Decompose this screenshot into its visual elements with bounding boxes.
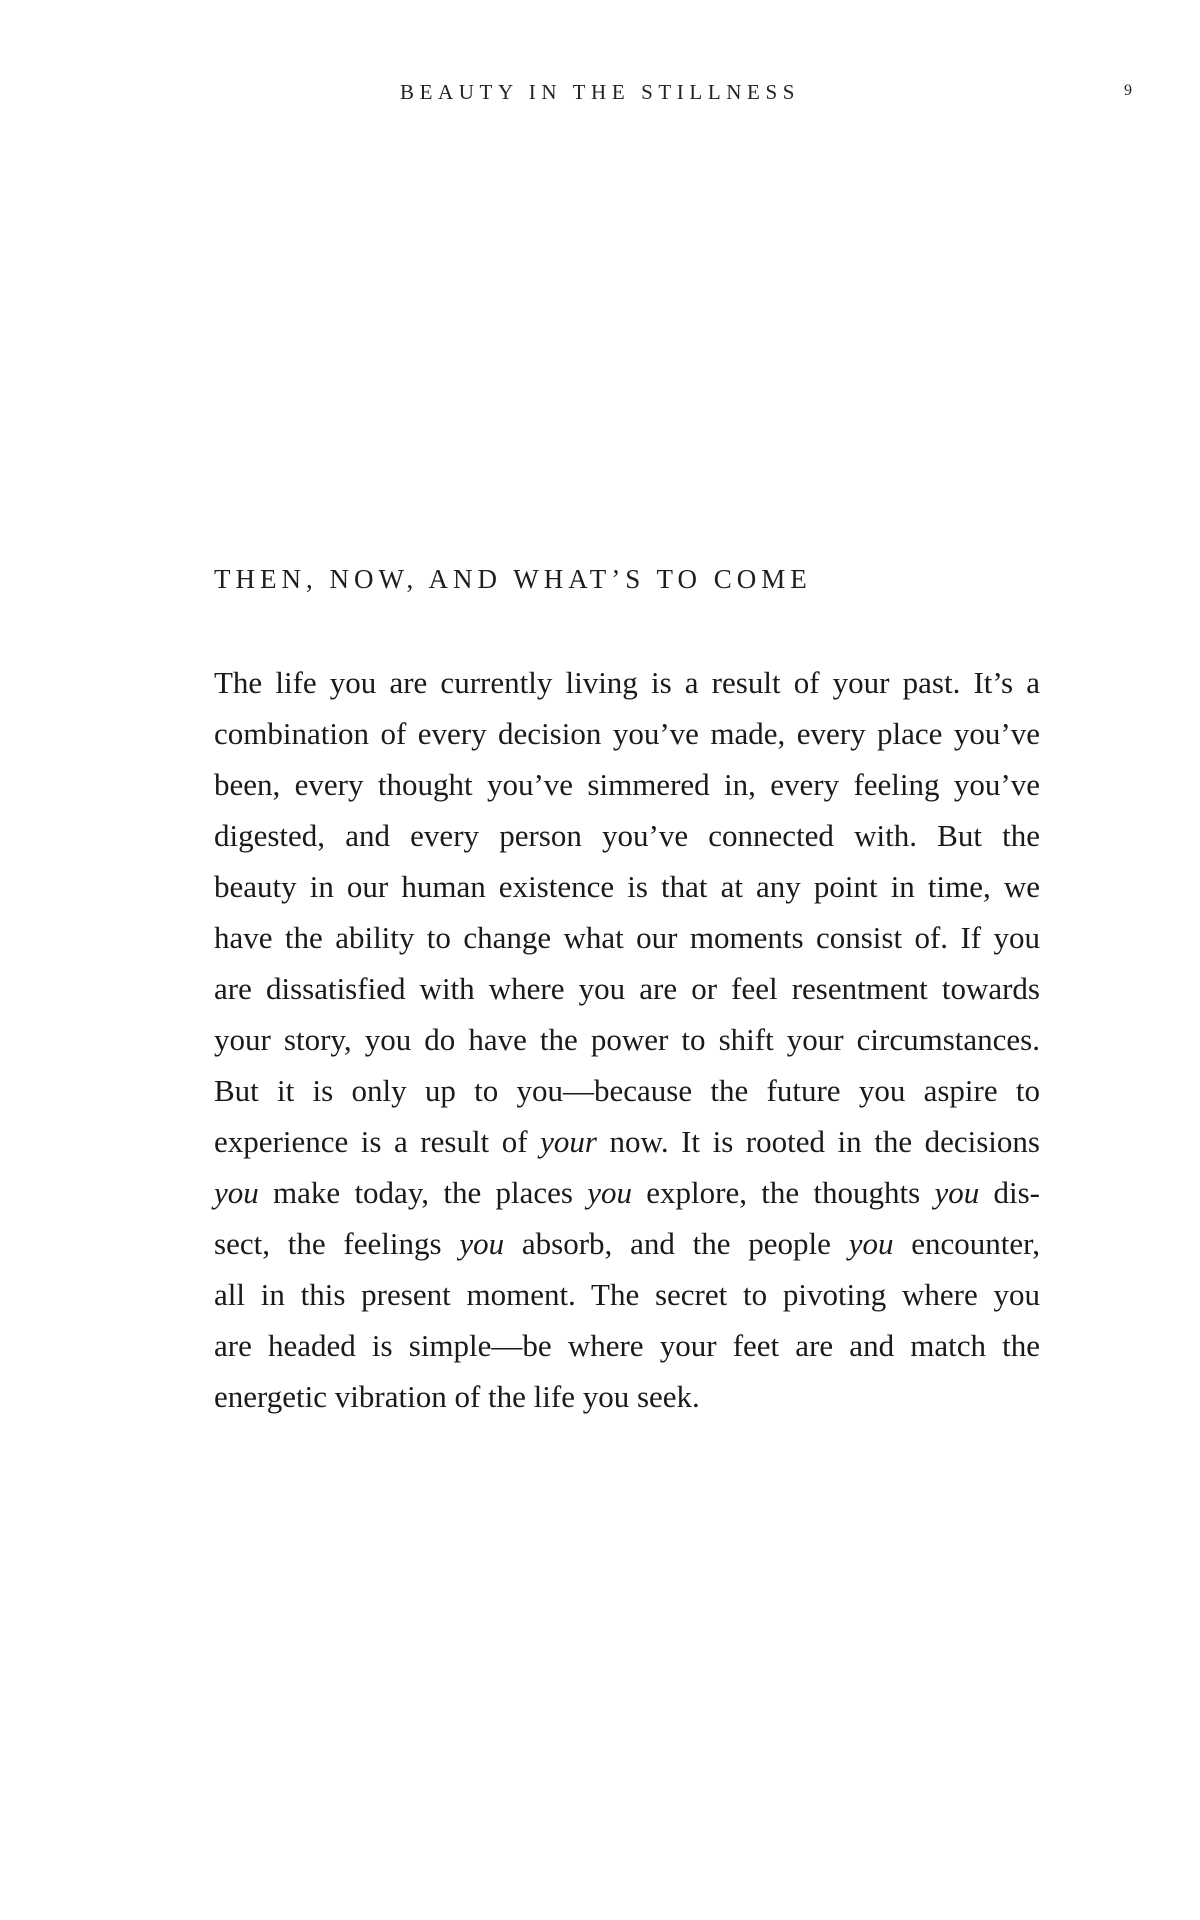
paragraph-line xyxy=(214,1116,1040,1167)
paragraph-line: your story, you do have the power to shift your circumstances. xyxy=(214,1022,1040,1057)
line-text: absorb, and the people xyxy=(504,1226,849,1261)
paragraph-line: But it is only up to you—because the future you aspire to xyxy=(214,1073,1040,1108)
emphasis-word: you xyxy=(934,1175,980,1210)
paragraph-line: are dissatisfied with where you are or feel resentment towards xyxy=(214,971,1040,1006)
paragraph-line: The life you are currently living is a result of your past. It’s a xyxy=(214,665,1040,700)
line-text: experience is a result of xyxy=(214,1124,541,1159)
emphasis-word: your xyxy=(540,1124,597,1159)
body-paragraph xyxy=(214,657,1040,1422)
emphasis-word: you xyxy=(587,1175,632,1210)
emphasis-word: you xyxy=(459,1226,505,1261)
line-text: make today, the places xyxy=(258,1175,588,1210)
paragraph-line: combination of every decision you’ve made, every place you’ve xyxy=(214,716,1040,751)
paragraph-line xyxy=(214,1167,1040,1218)
line-text: dis- xyxy=(979,1175,1040,1210)
paragraph-line: are headed is simple—be where your feet are and match the xyxy=(214,1328,1040,1363)
line-text: explore, the thoughts xyxy=(631,1175,935,1210)
emphasis-word: you xyxy=(848,1226,894,1261)
paragraph-line: been, every thought you’ve simmered in, every feeling you’ve xyxy=(214,767,1040,802)
section-heading: THEN, NOW, AND WHAT’S TO COME xyxy=(214,564,812,594)
emphasis-word: you xyxy=(214,1175,259,1210)
line-text: encounter, xyxy=(893,1226,1040,1261)
paragraph-line: all in this present moment. The secret to pivoting where you xyxy=(214,1277,1040,1312)
paragraph-line xyxy=(214,1218,1040,1269)
running-head-title: BEAUTY IN THE STILLNESS xyxy=(399,80,801,104)
page-number: 9 xyxy=(1124,82,1132,99)
paragraph-line: energetic vibration of the life you seek. xyxy=(214,1379,700,1414)
paragraph-line: have the ability to change what our moments consist of. If you xyxy=(214,920,1040,955)
line-text: now. It is rooted in the decisions xyxy=(596,1124,1040,1159)
paragraph-line: beauty in our human existence is that at any point in time, we xyxy=(214,869,1040,904)
paragraph-line: digested, and every person you’ve connected with. But the xyxy=(214,818,1040,853)
line-text: sect, the feelings xyxy=(214,1226,460,1261)
